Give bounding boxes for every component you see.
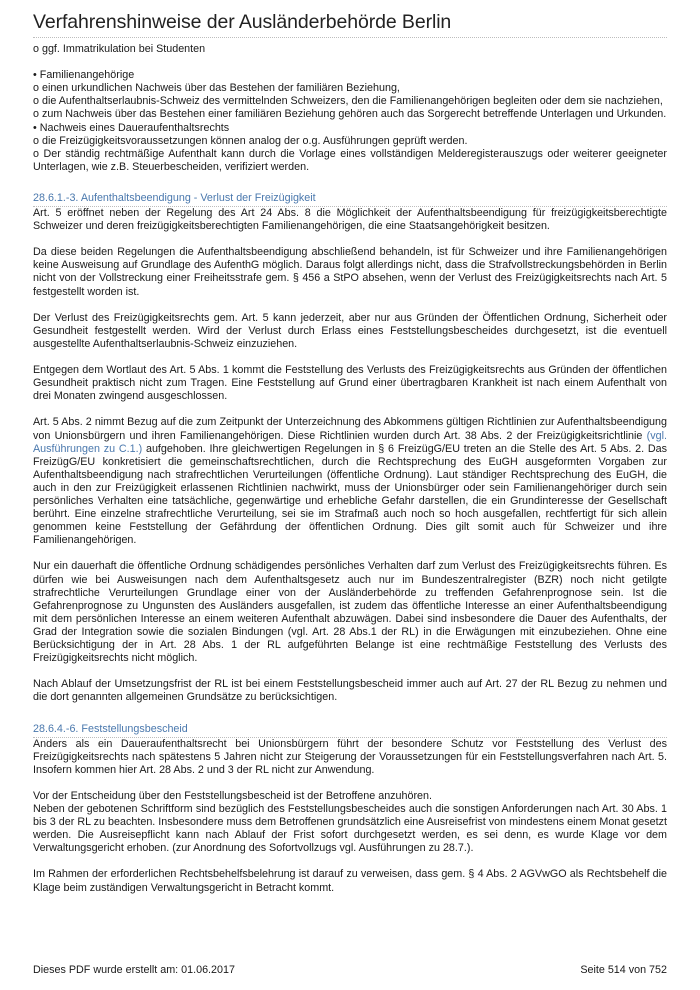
paragraph: Der Verlust des Freizügigkeitsrechts gem. Art. 5 kann jederzeit, aber nur aus Gründen der Öffentlichen Ordnung, Sicherheit oder Gesundheit festgestellt werden. Wird der Verlust durch Erlass eines Feststellungsbescheides durchgesetzt, ist die eventuell ausgestellte Aufenthaltserlaubnis-Schweiz einzuziehen. — [33, 311, 667, 350]
paragraph-text: Neben der gebotenen Schriftform sind bezüglich des Feststellungsbescheides auch die sonstigen Anforderungen nach Art. 30 Abs. 1 bis 3 der RL zu beachten. Insbesondere muss dem Betroffenen grundsätzlich eine Ausreisefrist von mindestens einem Monat gesetzt werden. Die Ausreisepflicht kann nach Ablauf der Frist sofort durchgesetzt werden, es sei denn, es wurde Klage vor dem Verwaltungsgericht erhoben. (zur Anordnung des Sofortvollzugs vgl. Ausführungen zu 28.7.). — [33, 802, 667, 855]
list-item: o zum Nachweis über das Bestehen einer familiären Beziehung gehören auch das Sorgerecht betreffende Unterlagen und Urkunden. — [33, 108, 667, 121]
paragraph: Entgegen dem Wortlaut des Art. 5 Abs. 1 kommt die Feststellung des Verlusts des Freizügigkeitsrechts aus Gründen der öffentlichen Gesundheit praktisch nicht zum Tragen. Eine Feststellung auf Grund einer übertragbaren Krankheit ist nach einem Aufenthalt von drei Monaten zwingend ausgeschlossen. — [33, 364, 667, 403]
paragraph — [33, 790, 667, 855]
section-heading-feststellungsbescheid: 28.6.4.-6. Feststellungsbescheid — [33, 723, 667, 738]
paragraph: Nur ein dauerhaft die öffentliche Ordnung schädigendes persönliches Verhalten darf zum Verlust des Freizügigkeitsrechts führen. Es dürfen wie bei Ausweisungen nach dem Aufenthaltsgesetz auch nur im Bundeszentralregister (BZR) noch nicht getilgte strafrechtliche Verurteilungen Grundlage einer von der Ausländerbehörde zu treffenden Gefahrenprognose sein. Ist die Gefahrenprognose zu Ungunsten des Ausländers ausgefallen, ist zudem das öffentliche Interesse an einer Aufenthaltsbeendigung mit dem persönlichen Interesse an einem weiteren Aufenthalt abzuwägen. Dabei sind insbesondere die Dauer des Aufenthalts, der Grad der Integration sowie die sozialen Bindungen (vgl. Art. 28 Abs.1 der RL) in die Erwägungen mit einzubeziehen. Ohne eine Berücksichtigung der in Art. 28 Abs. 1 der RL aufgeführten Belange ist eine rechtmäßige Feststellung des Verlusts des Freizügigkeitsrechts nicht möglich. — [33, 560, 667, 665]
paragraph — [33, 416, 667, 547]
document-title: Verfahrenshinweise der Ausländerbehörde Berlin — [33, 11, 667, 38]
creation-date: Dieses PDF wurde erstellt am: 01.06.2017 — [33, 964, 235, 976]
page-number: Seite 514 von 752 — [580, 964, 667, 976]
paragraph-text: aufgehoben. Ihre gleichwertigen Regelungen in § 6 FreizügG/EU treten an die Stelle des Art. 5 Abs. 2. Das FreizügG/EU konkretisiert die gemeinschaftsrechtlichen, durch die Rechtsprechung des EuGH ausgeformten Vorgaben zur Aufenthaltsbeendigung nach strafrechtlichen Verurteilungen (öffentliche Ordnung). Laut ständiger Rechtsprechung des EuGH, die auch in den zur Freizügigkeit erlassenen Richtlinien nachwirkt, muss der Unionsbürger oder sein Familienangehöriger durch sein persönliches Verhalten eine tatsächliche, gegenwärtige und erhebliche Gefahr darstellen, die ein Grundinteresse der Gesellschaft berührt. Eine einzelne strafrechtliche Verurteilung, sei sie im Strafmaß auch noch so hoch ausgefallen, rechtfertigt für sich allein genommen keine Feststellung der Gefährdung der öffentlichen Ordnung. Dies gilt somit auch für Schweizer und ihre Familienangehörigen. — [33, 442, 667, 547]
paragraph-text: Art. 5 Abs. 2 nimmt Bezug auf die zum Zeitpunkt der Unterzeichnung des Abkommens gültigen Richtlinien zur Aufenthaltsbeendigung von Unionsbürgern und ihren Familienangehörigen. Diese Richtlinien wurden durch Art. 38 Abs. 2 der Freizügigkeitsrichtlinie — [33, 416, 667, 442]
list-item: • Nachweis eines Daueraufenthaltsrechts — [33, 121, 230, 134]
paragraph: Da diese beiden Regelungen die Aufenthaltsbeendigung abschließend behandeln, ist für Schweizer und ihre Familienangehörigen keine Ausweisung auf Grundlage des AufenthG möglich. Daraus folgt allerdings nicht, dass die Strafvollstreckungsbehörden in Berlin nicht von der Vollstreckung einer Freiheitsstrafe gem. § 456 a StPO absehen, wenn der Verlust des Freizügigkeitsrechts nach Art. 5 festgestellt worden ist. — [33, 246, 667, 298]
list-spacer — [33, 56, 667, 69]
list-item: o die Freizügigkeitsvoraussetzungen können analog der o.g. Ausführungen geprüft werden. — [33, 134, 468, 147]
list-item: o Der ständig rechtmäßige Aufenthalt kann durch die Vorlage eines vollständigen Melderegisterauszugs oder weiterer geeigneter Unterlagen, wie z.B. Steuerbescheiden, verifiziert werden. — [33, 147, 667, 173]
list-item: o ggf. Immatrikulation bei Studenten — [33, 43, 206, 55]
list-item: o einen urkundlichen Nachweis über das Bestehen der familiären Beziehung, — [33, 82, 400, 95]
cross-reference-link[interactable]: (vgl. Ausführungen zu C.1.) — [33, 429, 667, 455]
paragraph: Nach Ablauf der Umsetzungsfrist der RL ist bei einem Feststellungsbescheid immer auch auf Art. 27 der RL Bezug zu nehmen und die dort genannten allgemeinen Grundsätze zu berücksichtigen. — [33, 678, 667, 704]
requirements-list — [33, 43, 667, 174]
paragraph: Anders als ein Daueraufenthaltsrecht bei Unionsbürgern führt der besondere Schutz vor Feststellung des Verlust des Freizügigkeitsrechts nach spätestens 5 Jahren nicht zur Steigerung der Voraussetzungen für ein Feststellungsverfahren nach Art. 5. Insofern kommen hier Art. 28 Abs. 2 und 3 der RL nicht zur Anwendung. — [33, 737, 667, 776]
paragraph: Im Rahmen der erforderlichen Rechtsbehelfsbelehrung ist darauf zu verweisen, dass gem. § 4 Abs. 2 AGVwGO als Rechtsbehelf die Klage beim zuständigen Verwaltungsgericht in Betracht kommt. — [33, 868, 667, 894]
list-item: o die Aufenthaltserlaubnis-Schweiz des vermittelnden Schweizers, den die Familienangehörigen begleiten oder dem sie nachziehen, — [33, 95, 663, 108]
paragraph: Art. 5 eröffnet neben der Regelung des Art 24 Abs. 8 die Möglichkeit der Aufenthaltsbeendigung für freizügigkeitsberechtigte Schweizer und deren freizügigkeitsberechtigten Familienangehörigen, die eine Staatsangehörigkeit besitzen. — [33, 206, 667, 233]
list-item: • Familienangehörige — [33, 69, 135, 82]
document-page — [33, 0, 667, 990]
section-heading-aufenthaltsbeendigung: 28.6.1.-3. Aufenthaltsbeendigung - Verlust der Freizügigkeit — [33, 192, 667, 207]
paragraph-text: Vor der Entscheidung über den Feststellungsbescheid ist der Betroffene anzuhören. — [33, 789, 433, 802]
